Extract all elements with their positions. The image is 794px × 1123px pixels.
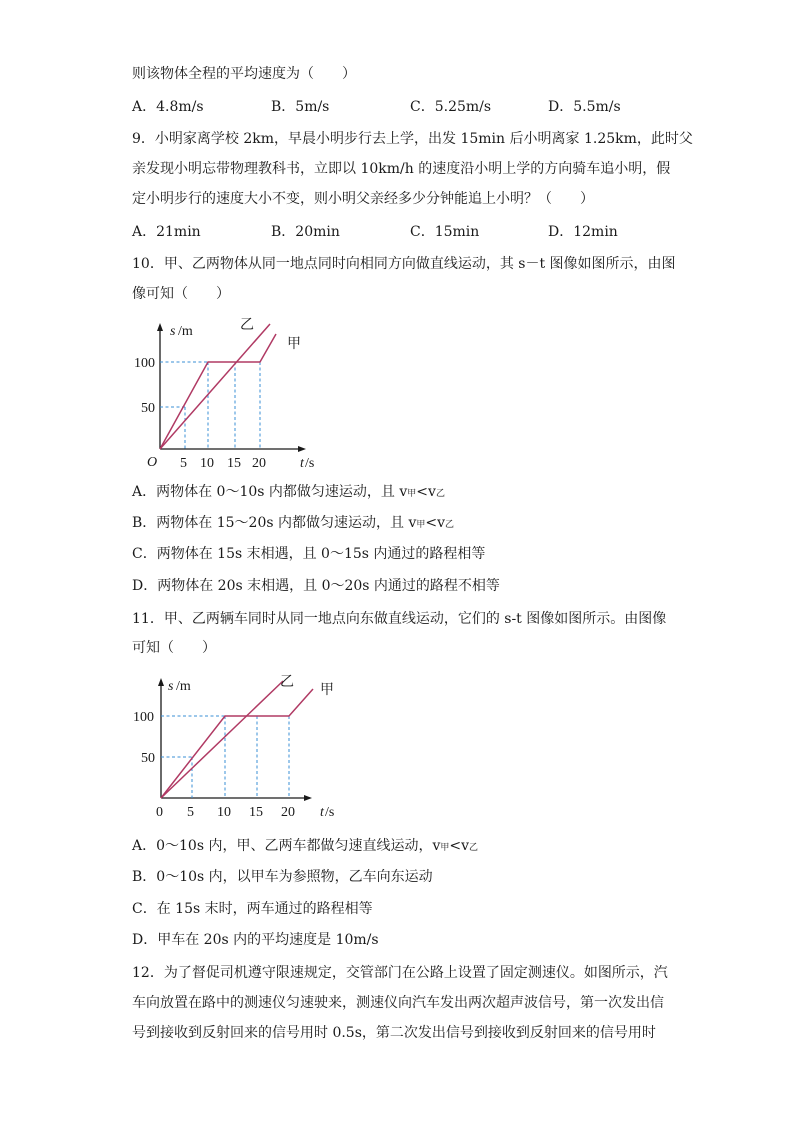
q11-option-a-text: A．0～10s 内，甲、乙两车都做匀速直线运动，v <box>132 838 441 854</box>
q9-stem-line-2: 亲发现小明忘带物理教科书，立即以 10km/h 的速度沿小明上学的方向骑车追小明，假 <box>132 161 671 177</box>
q10-option-c[interactable]: C．两物体在 15s 末相遇，且 0～15s 内通过的路程相等 <box>132 546 486 562</box>
q10-option-b-text: B．两物体在 15～20s 内都做匀速运动，且 v <box>132 515 417 531</box>
q10-option-b[interactable] <box>132 513 454 535</box>
q11-x-tick-5: 5 <box>187 805 194 820</box>
q10-option-b-sub-jia: 甲 <box>416 520 426 530</box>
q11-curve-jia <box>161 689 313 798</box>
q9-option-b[interactable]: B．20min <box>271 224 340 240</box>
q8-option-a[interactable]: A．4.8m/s <box>132 99 204 115</box>
q8-option-d[interactable]: D．5.5m/s <box>548 99 621 115</box>
q8-option-c[interactable]: C．5.25m/s <box>410 99 492 115</box>
q10-x-axis-arrow <box>298 446 306 452</box>
q10-x-label-unit: /s <box>305 456 315 471</box>
q10-st-graph <box>130 315 350 475</box>
q10-option-a[interactable] <box>132 482 445 504</box>
q10-x-tick-15: 15 <box>227 456 241 471</box>
q11-st-graph <box>130 668 360 828</box>
q10-option-a-text: A．两物体在 0～10s 内都做匀速运动，且 v <box>132 484 408 500</box>
q10-option-b-sub-yi: 乙 <box>445 520 455 530</box>
q11-y-label-s: s <box>168 679 174 694</box>
q11-stem-line-2: 可知（ ） <box>132 640 216 656</box>
q12-stem-line-2: 车向放置在路中的测速仪匀速驶来，测速仪向汽车发出两次超声波信号，第一次发出信 <box>132 995 664 1011</box>
q10-curve-jia <box>160 334 276 449</box>
q9-option-c[interactable]: C．15min <box>410 224 480 240</box>
q11-label-yi: 乙 <box>280 675 294 690</box>
q8-stem: 则该物体全程的平均速度为（ ） <box>132 66 356 82</box>
q10-y-label-unit: /m <box>178 324 193 339</box>
q9-stem-line-3: 定小明步行的速度大小不变，则小明父亲经多少分钟能追上小明？（ ） <box>132 191 594 207</box>
q10-label-jia: 甲 <box>287 337 301 352</box>
q12-stem-line-1: 12．为了督促司机遵守限速规定，交管部门在公路上设置了固定测速仪。如图所示，汽 <box>132 965 668 981</box>
q8-option-b[interactable]: B．5m/s <box>271 99 330 115</box>
q9-stem-line-1: 9．小明家离学校 2km，早晨小明步行去上学，出发 15min 后小明离家 1.25km，此时父 <box>132 131 693 147</box>
q10-y-axis-arrow <box>157 323 163 331</box>
q11-x-label-t: t <box>320 805 324 820</box>
q10-x-label-t: t <box>300 456 304 471</box>
q10-y-label-s: s <box>170 324 176 339</box>
q12-stem-line-3: 号到接收到反射回来的信号用时 0.5s，第二次发出信号到接收到反射回来的信号用时 <box>132 1025 656 1041</box>
q10-curve-yi <box>160 324 270 449</box>
q11-x-tick-15: 15 <box>249 805 263 820</box>
q9-option-d[interactable]: D．12min <box>548 224 618 240</box>
q11-option-b[interactable]: B．0～10s 内，以甲车为参照物，乙车向东运动 <box>132 869 433 885</box>
q10-option-d[interactable]: D．两物体在 20s 末相遇，且 0～20s 内通过的路程不相等 <box>132 578 500 594</box>
q10-y-tick-100: 100 <box>134 356 155 371</box>
q11-option-a-sub-yi: 乙 <box>469 843 479 853</box>
q10-option-a-sub-jia: 甲 <box>407 489 417 499</box>
q10-stem-line-1: 10．甲、乙两物体从同一地点同时向相同方向做直线运动，其 s－t 图像如图所示，由图 <box>132 256 676 272</box>
q10-y-tick-50: 50 <box>141 401 155 416</box>
q11-x-axis-arrow <box>304 795 312 801</box>
q10-option-b-mid: <v <box>425 515 446 531</box>
q10-option-a-sub-yi: 乙 <box>435 489 445 499</box>
q10-stem-line-2: 像可知（ ） <box>132 286 230 302</box>
q10-label-yi: 乙 <box>240 318 254 333</box>
q10-x-tick-5: 5 <box>180 456 187 471</box>
q11-stem-line-1: 11．甲、乙两辆车同时从同一地点向东做直线运动，它们的 s-t 图像如图所示。由图像 <box>132 611 667 627</box>
q11-curve-yi <box>161 681 283 798</box>
q11-y-tick-100: 100 <box>133 710 154 725</box>
q10-x-tick-20: 20 <box>252 456 266 471</box>
q11-x-label-unit: /s <box>325 805 335 820</box>
q11-option-c[interactable]: C．在 15s 末时，两车通过的路程相等 <box>132 901 373 917</box>
q11-y-label-unit: /m <box>176 679 191 694</box>
q11-option-a[interactable] <box>132 836 478 858</box>
q10-option-a-mid: <v <box>416 484 436 500</box>
q11-option-a-sub-jia: 甲 <box>440 843 450 853</box>
q11-origin-label: 0 <box>156 805 163 820</box>
q11-y-tick-50: 50 <box>141 751 155 766</box>
q9-option-a[interactable]: A．21min <box>132 224 201 240</box>
q11-x-tick-10: 10 <box>217 805 231 820</box>
q11-option-d[interactable]: D．甲车在 20s 内的平均速度是 10m/s <box>132 932 379 948</box>
q11-label-jia: 甲 <box>320 683 334 698</box>
q10-x-tick-10: 10 <box>200 456 214 471</box>
q11-y-axis-arrow <box>158 678 164 686</box>
q11-option-a-mid: <v <box>449 838 470 854</box>
q11-x-tick-20: 20 <box>281 805 295 820</box>
q10-origin-label: O <box>147 455 158 470</box>
